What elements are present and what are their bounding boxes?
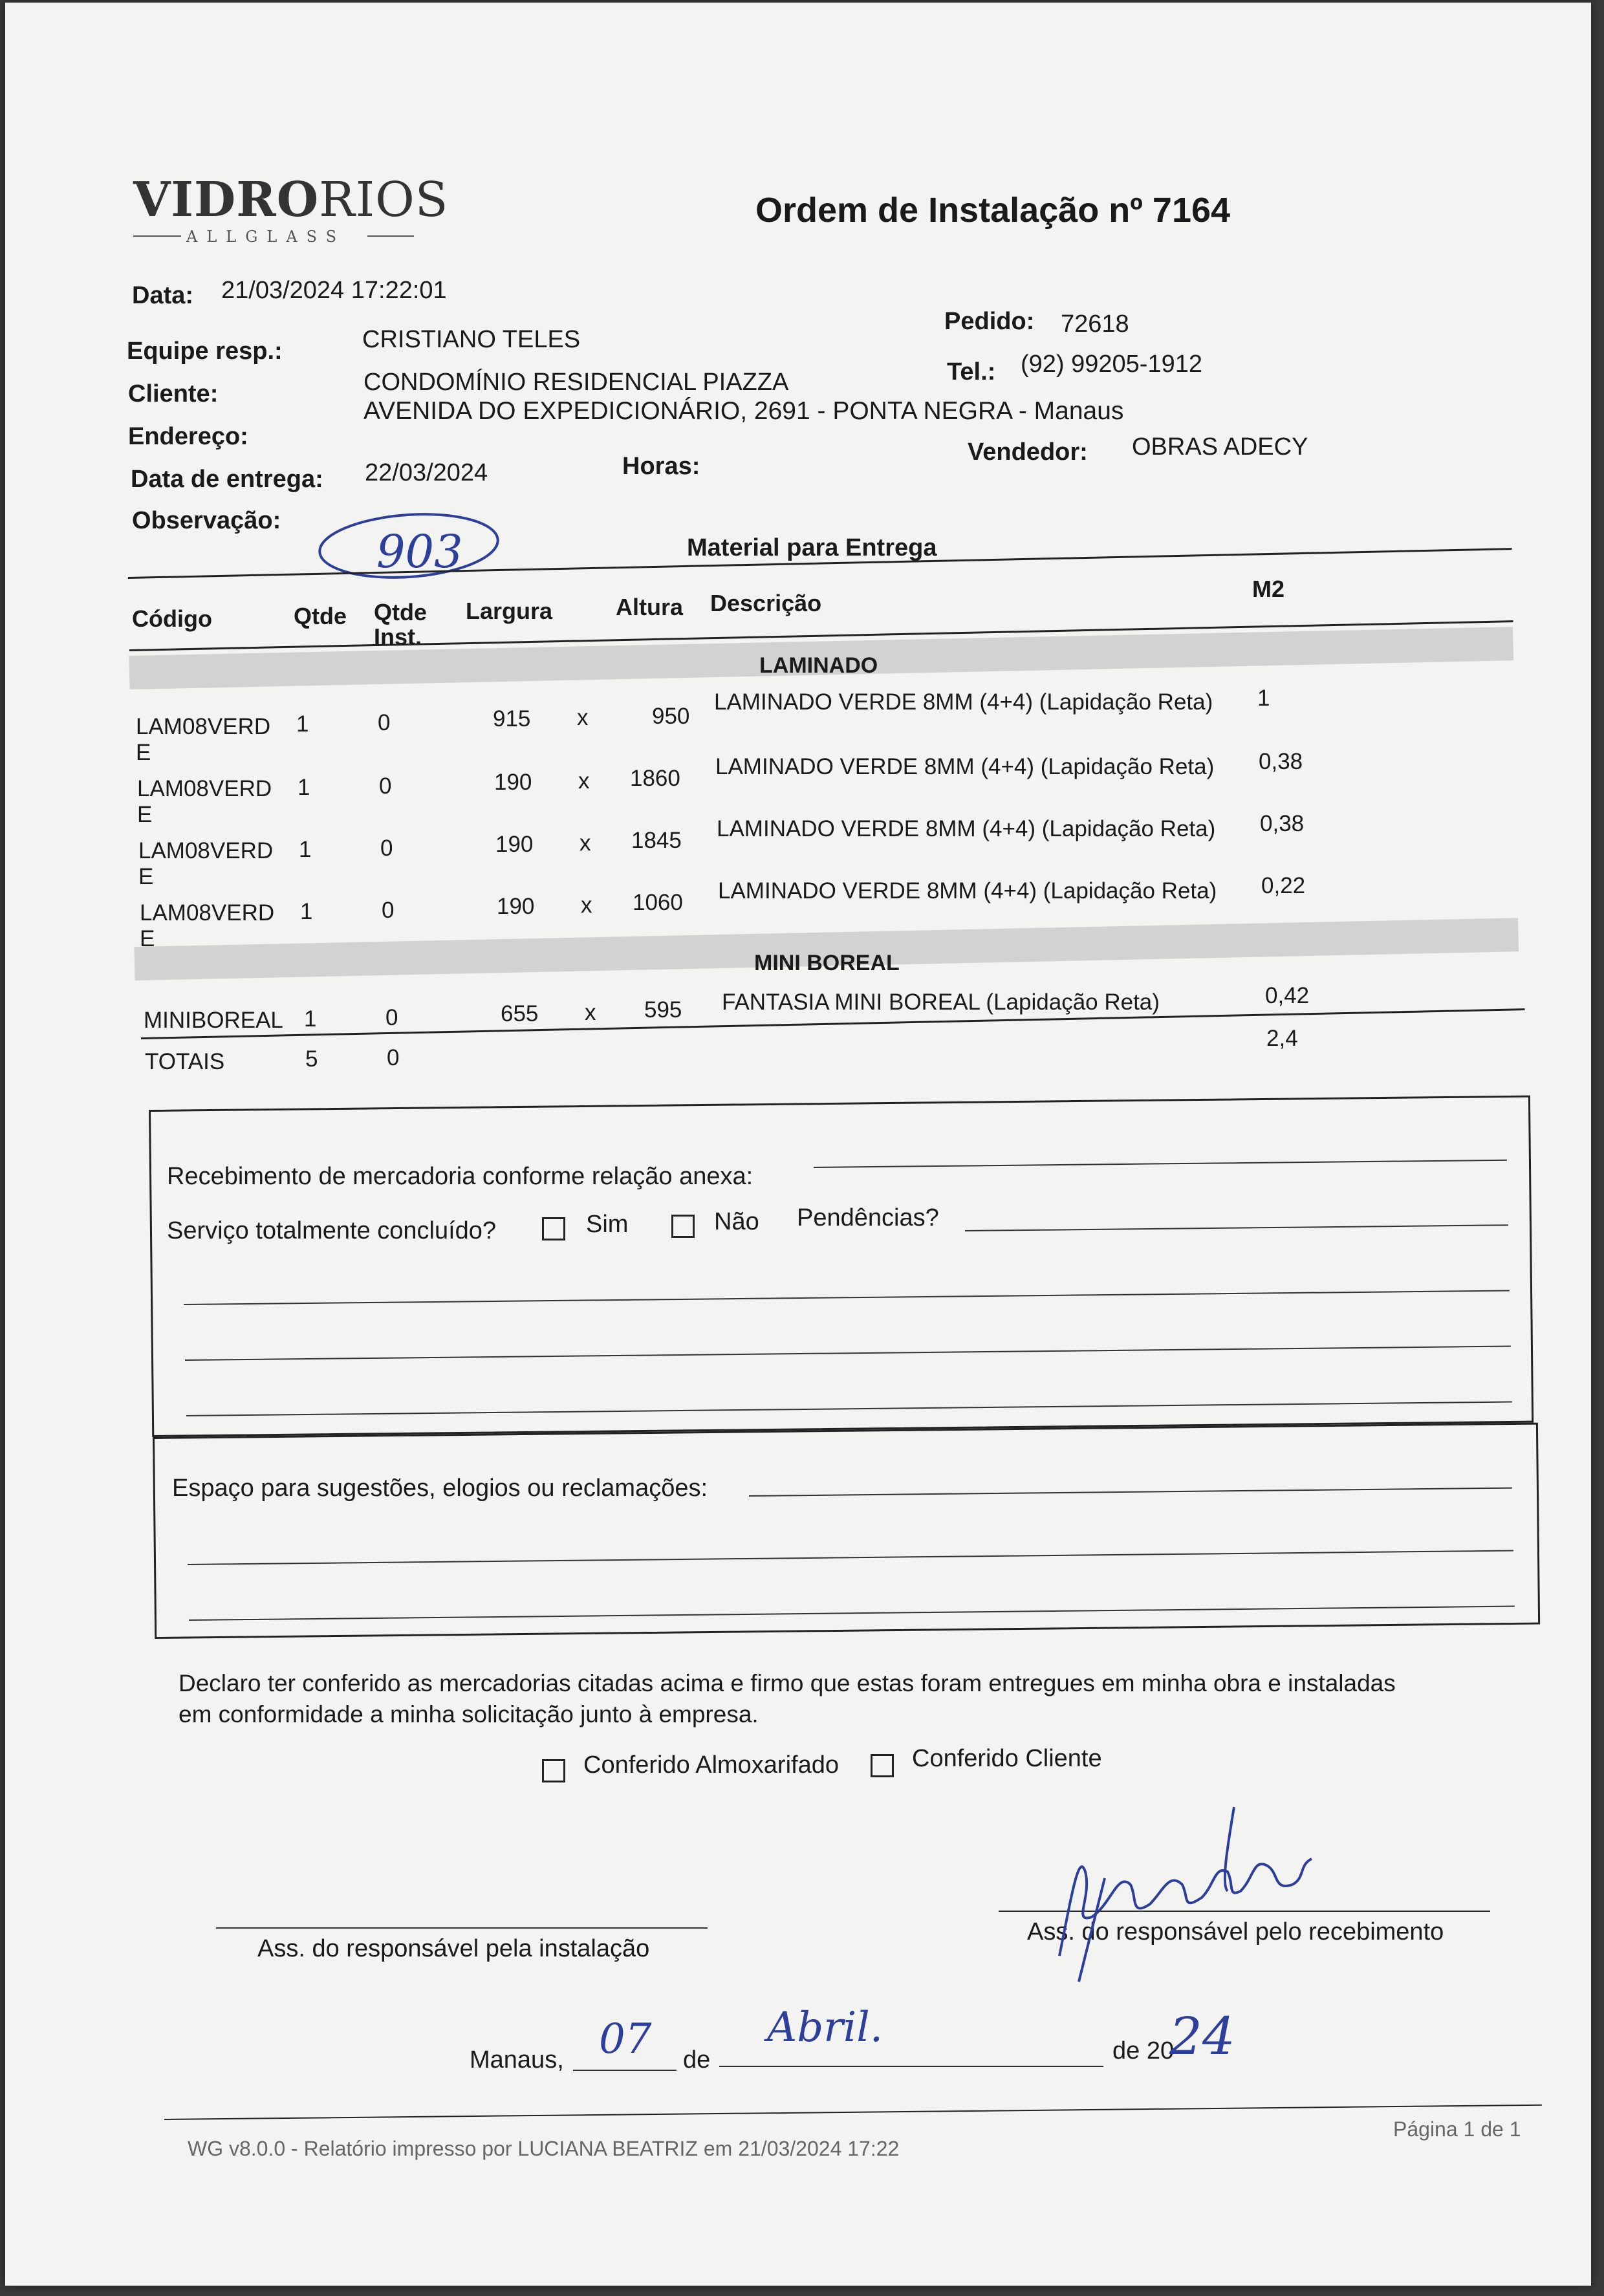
group-mini-boreal-label: MINI BOREAL (754, 951, 900, 975)
row5-qtde: 1 (304, 1006, 317, 1032)
row5-codigo: MINIBOREAL (144, 1008, 283, 1033)
endereco-value: AVENIDA DO EXPEDICIONÁRIO, 2691 - PONTA NEGRA - Manaus (363, 397, 1124, 425)
pedido-label: Pedido: (944, 308, 1035, 335)
row3-inst: 0 (380, 836, 393, 861)
date-month-handwritten: Abril. (767, 2004, 883, 2052)
row4-codigo-wrap: E (140, 926, 155, 951)
row4-x: x (581, 893, 592, 918)
row4-m2: 0,22 (1261, 873, 1306, 898)
observacao-label: Observação: (132, 507, 281, 534)
equipe-label: Equipe resp.: (127, 338, 283, 365)
col-altura: Altura (616, 594, 684, 620)
row2-codigo: LAM08VERD (137, 776, 272, 801)
declaration-line2: em conformidade a minha solicitação junto à empresa. (179, 1701, 759, 1727)
row1-x: x (577, 705, 589, 730)
recebimento-label: Recebimento de mercadoria conforme relação anexa: (167, 1163, 753, 1190)
tel-value: (92) 99205-1912 (1021, 351, 1202, 378)
row3-qtde: 1 (299, 837, 312, 862)
row3-m2: 0,38 (1260, 811, 1305, 836)
row2-m2: 0,38 (1259, 749, 1303, 774)
row2-codigo-wrap: E (137, 802, 153, 827)
date-month-line[interactable] (719, 2066, 1103, 2067)
row2-altura: 1860 (630, 766, 680, 791)
row1-qtde: 1 (296, 711, 309, 737)
nao-checkbox[interactable] (671, 1215, 695, 1238)
cliente-value: CONDOMÍNIO RESIDENCIAL PIAZZA (363, 369, 789, 396)
equipe-value: CRISTIANO TELES (362, 326, 581, 353)
handwritten-note: 903 (376, 525, 463, 578)
col-qtde-inst: Qtde Inst. (374, 599, 428, 650)
row3-codigo-wrap: E (138, 864, 154, 889)
page-title: Ordem de Instalação nº 7164 (755, 191, 1231, 230)
document-page (5, 3, 1591, 2286)
date-day-line[interactable] (573, 2070, 677, 2071)
signature-label-recebimento: Ass. do responsável pelo recebimento (1027, 1918, 1444, 1945)
row4-qtde: 1 (300, 899, 313, 924)
date-de-2: de 20 (1112, 2037, 1175, 2064)
col-qtde: Qtde (294, 603, 347, 629)
row2-inst: 0 (379, 774, 392, 799)
pendencias-label: Pendências? (797, 1204, 939, 1231)
company-logo: VIDRORIOS (133, 172, 449, 228)
conferido-almoxarifado-label: Conferido Almoxarifado (583, 1751, 839, 1779)
row3-x: x (580, 830, 591, 856)
logo-rule-left (133, 235, 181, 237)
row1-codigo: LAM08VERD (136, 714, 271, 739)
conferido-cliente-label: Conferido Cliente (912, 1745, 1102, 1772)
totais-inst: 0 (387, 1045, 400, 1070)
row1-largura: 915 (493, 706, 531, 731)
row1-inst: 0 (378, 710, 391, 735)
date-city: Manaus, (470, 2046, 564, 2074)
row2-descricao: LAMINADO VERDE 8MM (4+4) (Lapidação Reta) (715, 754, 1215, 779)
row2-largura: 190 (494, 770, 532, 795)
receipt-box (149, 1096, 1534, 1437)
row5-largura: 655 (501, 1001, 539, 1026)
row5-altura: 595 (644, 997, 682, 1023)
totais-qtde: 5 (305, 1046, 318, 1072)
row2-qtde: 1 (298, 775, 310, 800)
row2-x: x (578, 768, 590, 794)
row1-codigo-wrap: E (136, 740, 151, 765)
col-m2: M2 (1252, 576, 1285, 602)
footer-rule (164, 2105, 1542, 2120)
row3-altura: 1845 (631, 828, 682, 853)
cliente-label: Cliente: (128, 380, 219, 407)
vendedor-label: Vendedor: (968, 439, 1088, 466)
sim-checkbox[interactable] (542, 1217, 565, 1240)
totais-label: TOTAIS (145, 1049, 225, 1074)
horas-label: Horas: (622, 453, 700, 480)
totais-m2: 2,4 (1266, 1026, 1298, 1051)
date-year-handwritten: 24 (1169, 2006, 1235, 2066)
row5-inst: 0 (385, 1005, 398, 1030)
sim-label: Sim (586, 1211, 629, 1238)
conferido-almoxarifado-checkbox[interactable] (542, 1759, 565, 1782)
row4-descricao: LAMINADO VERDE 8MM (4+4) (Lapidação Reta) (718, 878, 1217, 904)
data-label: Data: (132, 282, 194, 309)
sugestoes-label: Espaço para sugestões, elogios ou reclamações: (172, 1475, 708, 1502)
row4-altura: 1060 (633, 890, 683, 915)
row1-descricao: LAMINADO VERDE 8MM (4+4) (Lapidação Reta) (714, 689, 1213, 715)
servico-label: Serviço totalmente concluído? (167, 1217, 497, 1244)
handwritten-signature (1034, 1794, 1331, 1988)
entrega-value: 22/03/2024 (365, 459, 488, 486)
date-day-handwritten: 07 (599, 2015, 652, 2063)
vendedor-value: OBRAS ADECY (1132, 433, 1308, 460)
row5-x: x (585, 1000, 596, 1025)
material-section-title: Material para Entrega (687, 534, 937, 561)
footer-page-number: Página 1 de 1 (1393, 2117, 1521, 2141)
signature-label-instalacao: Ass. do responsável pela instalação (257, 1935, 650, 1962)
suggestions-box (153, 1423, 1540, 1639)
row1-altura: 950 (652, 704, 690, 729)
row5-m2: 0,42 (1265, 983, 1310, 1008)
declaration-line1: Declaro ter conferido as mercadorias citadas acima e firmo que estas foram entregues em minha obra e instaladas (179, 1670, 1396, 1696)
row3-largura: 190 (495, 832, 534, 857)
footer-printed-by: WG v8.0.0 - Relatório impresso por LUCIANA BEATRIZ em 21/03/2024 17:22 (188, 2137, 900, 2160)
date-de-1: de (683, 2046, 711, 2074)
logo-rule-right (367, 235, 414, 237)
col-codigo: Código (132, 605, 212, 632)
row3-descricao: LAMINADO VERDE 8MM (4+4) (Lapidação Reta) (717, 816, 1216, 841)
row3-codigo: LAM08VERD (138, 838, 274, 863)
group-laminado-label: LAMINADO (759, 653, 878, 678)
endereco-label: Endereço: (128, 423, 248, 450)
col-largura: Largura (466, 598, 553, 624)
row4-inst: 0 (382, 898, 395, 923)
entrega-label: Data de entrega: (131, 466, 323, 493)
tel-label: Tel.: (947, 358, 996, 385)
col-descricao: Descrição (710, 590, 822, 616)
row4-largura: 190 (497, 894, 535, 919)
signature-line-instalacao[interactable] (216, 1927, 708, 1929)
conferido-cliente-checkbox[interactable] (871, 1754, 894, 1777)
row1-m2: 1 (1257, 686, 1270, 711)
nao-label: Não (714, 1208, 759, 1235)
logo-subtitle: ALLGLASS (186, 228, 346, 246)
data-value: 21/03/2024 17:22:01 (221, 277, 447, 304)
pedido-value: 72618 (1061, 310, 1129, 338)
row5-descricao: FANTASIA MINI BOREAL (Lapidação Reta) (722, 990, 1160, 1015)
row4-codigo: LAM08VERD (140, 900, 275, 926)
